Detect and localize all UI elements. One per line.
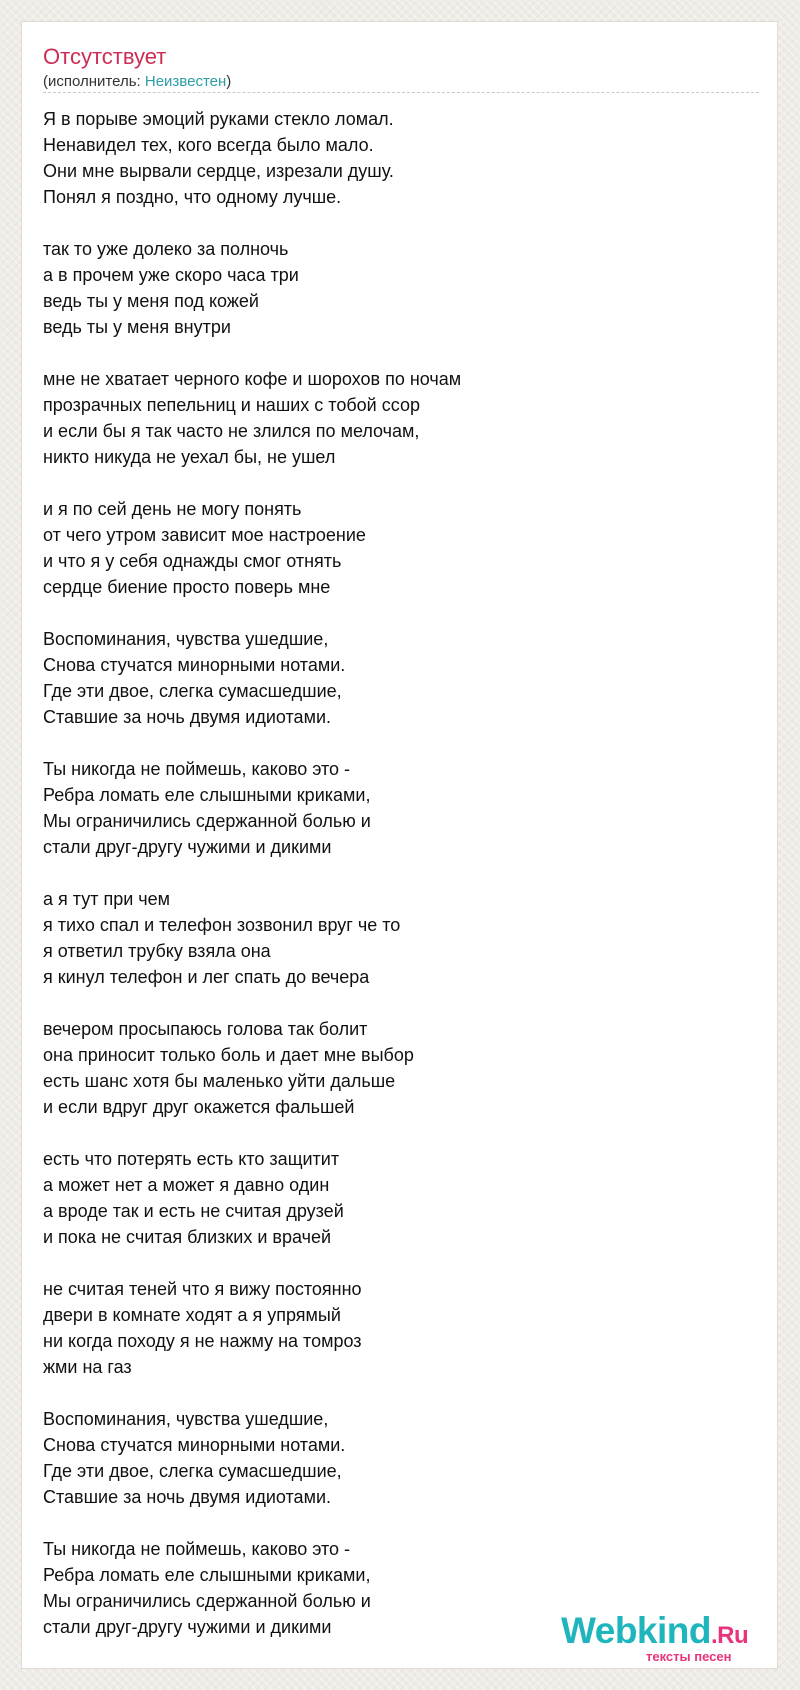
lyrics-stanza (43, 106, 743, 210)
lyric-line: мне не хватает черного кофе и шорохов по ночам (43, 369, 462, 389)
lyric-line: я ответил трубку взяла она (43, 941, 271, 961)
lyric-line: никто никуда не уехал бы, не ушел (43, 447, 336, 467)
lyric-line: и что я у себя однажды смог отнять (43, 551, 342, 571)
lyric-line: а в прочем уже скоро часа три (43, 265, 299, 285)
lyrics-stanza (43, 366, 743, 470)
lyric-line: Понял я поздно, что одному лучше. (43, 187, 342, 207)
lyric-line: и если вдруг друг окажется фальшей (43, 1097, 355, 1117)
lyric-line: Ты никогда не поймешь, каково это - (43, 759, 351, 779)
lyrics-stanza (43, 236, 743, 340)
lyric-line: а я тут при чем (43, 889, 171, 909)
lyric-line: так то уже долеко за полночь (43, 239, 289, 259)
lyric-line: есть шанс хотя бы маленько уйти дальше (43, 1071, 396, 1091)
lyric-line: вечером просыпаюсь голова так болит (43, 1019, 368, 1039)
lyrics-stanza (43, 756, 743, 860)
lyrics-stanza (43, 496, 743, 600)
lyric-line: я тихо спал и телефон зозвонил вруг че то (43, 915, 401, 935)
lyric-line: не считая теней что я вижу постоянно (43, 1279, 362, 1299)
logo-wordmark (561, 1612, 748, 1649)
lyric-line: Где эти двое, слегка сумасшедшие, (43, 1461, 342, 1481)
lyrics-stanza (43, 1146, 743, 1250)
artist-prefix: (исполнитель: (43, 73, 145, 90)
lyric-line: Где эти двое, слегка сумасшедшие, (43, 681, 342, 701)
lyric-line: прозрачных пепельниц и наших с тобой ссор (43, 395, 420, 415)
lyrics-stanza (43, 626, 743, 730)
lyric-line: Снова стучатся минорными нотами. (43, 655, 346, 675)
lyric-line: стали друг-другу чужими и дикими (43, 1617, 332, 1637)
lyric-line: сердце биение просто поверь мне (43, 577, 331, 597)
lyric-line: а вроде так и есть не считая друзей (43, 1201, 344, 1221)
lyric-line: Мы ограничились сдержанной болью и (43, 1591, 371, 1611)
logo-name: Webkind (561, 1610, 711, 1651)
lyric-line: Ты никогда не поймешь, каково это - (43, 1539, 351, 1559)
lyric-line: Ребра ломать еле слышными криками, (43, 1565, 371, 1585)
lyric-line: Ставшие за ночь двумя идиотами. (43, 707, 331, 727)
artist-line (43, 73, 231, 90)
lyric-line: я кинул телефон и лег спать до вечера (43, 967, 370, 987)
lyric-line: ведь ты у меня внутри (43, 317, 231, 337)
artist-link[interactable]: Неизвестен (144, 73, 227, 90)
lyric-line: Воспоминания, чувства ушедшие, (43, 1409, 329, 1429)
lyric-line: Ставшие за ночь двумя идиотами. (43, 1487, 331, 1507)
lyric-line: Ненавидел тех, кого всегда было мало. (43, 135, 374, 155)
song-title: Отсутствует (43, 44, 167, 69)
lyric-line: жми на газ (43, 1357, 132, 1377)
lyric-line: и если бы я так часто не злился по мелочам, (43, 421, 420, 441)
lyric-line: ни когда походу я не нажму на томроз (43, 1331, 362, 1351)
lyric-line: есть что потерять есть кто защитит (43, 1149, 340, 1169)
lyric-line: Ребра ломать еле слышными криками, (43, 785, 371, 805)
lyric-line: и пока не считая близких и врачей (43, 1227, 332, 1247)
lyric-line: от чего утром зависит мое настроение (43, 525, 366, 545)
lyric-line: стали друг-другу чужими и дикими (43, 837, 332, 857)
lyrics-body (43, 106, 743, 1666)
lyric-line: и я по сей день не могу понять (43, 499, 302, 519)
header-divider (43, 92, 759, 93)
lyric-line: она приносит только боль и дает мне выбор (43, 1045, 414, 1065)
logo-tagline: тексты песен (646, 1649, 732, 1664)
lyric-line: Воспоминания, чувства ушедшие, (43, 629, 329, 649)
artist-suffix: ) (226, 73, 232, 90)
lyric-line: ведь ты у меня под кожей (43, 291, 259, 311)
lyrics-card (21, 21, 778, 1669)
lyrics-stanza (43, 886, 743, 990)
lyrics-stanza (43, 1406, 743, 1510)
logo-tld: .Ru (711, 1622, 749, 1649)
lyrics-stanza (43, 1016, 743, 1120)
lyric-line: Снова стучатся минорными нотами. (43, 1435, 346, 1455)
webkind-logo (561, 1612, 781, 1670)
lyric-line: а может нет а может я давно один (43, 1175, 330, 1195)
lyric-line: Они мне вырвали сердце, изрезали душу. (43, 161, 394, 181)
lyric-line: двери в комнате ходят а я упрямый (43, 1305, 341, 1325)
lyric-line: Я в порыве эмоций руками стекло ломал. (43, 109, 394, 129)
lyric-line: Мы ограничились сдержанной болью и (43, 811, 371, 831)
lyrics-stanza (43, 1276, 743, 1380)
